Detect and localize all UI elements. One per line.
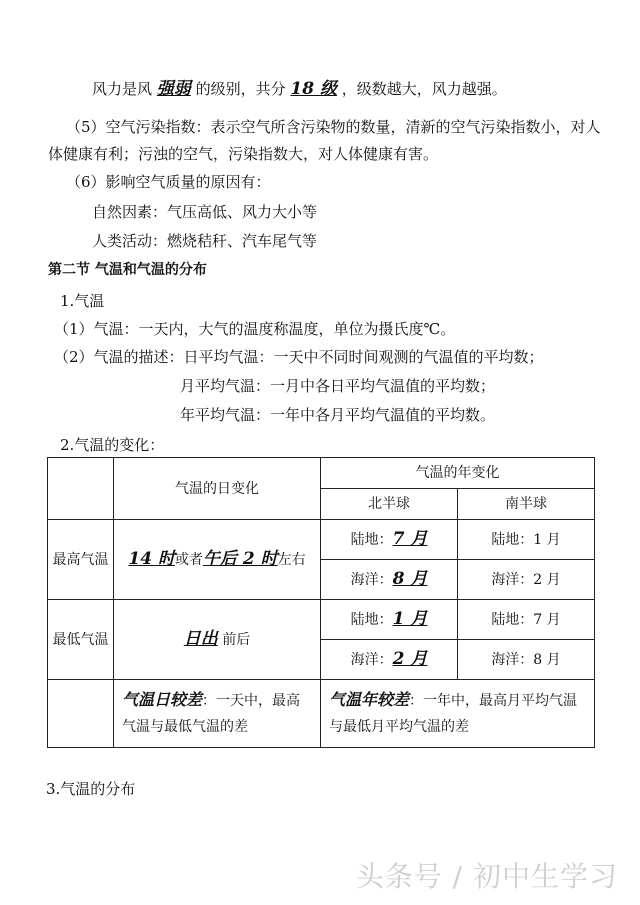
corner-cell <box>48 458 114 520</box>
text: ：一年中，最高月平均气温与最低月平均气温的差 <box>329 693 578 735</box>
natural-factors: 自然因素：气压高低、风力大小等 <box>92 203 318 221</box>
subsection-3: 3.气温的分布 <box>46 780 136 798</box>
term-annual-range: 气温年较差 <box>329 690 410 709</box>
annual-range <box>321 680 595 748</box>
text: 海洋： <box>350 572 393 588</box>
daily-range <box>114 680 321 748</box>
max-south-sea: 海洋：2 月 <box>458 560 595 600</box>
min-north-land <box>321 600 458 640</box>
wind-strength-line <box>92 78 507 100</box>
max-daily <box>114 520 321 600</box>
answer-afternoon: 午后 2 时 <box>202 549 278 569</box>
row-min-label: 最低气温 <box>48 600 114 680</box>
paragraph-6: （6）影响空气质量的原因有： <box>66 173 271 191</box>
text: 陆地： <box>350 532 393 548</box>
answer-14h: 14 时 <box>128 549 175 569</box>
answer-grade-count: 18 级 <box>290 79 337 99</box>
text: 的级别，共分 <box>195 80 286 98</box>
watermark: 头条号 / 初中生学习 <box>355 860 618 893</box>
answer-july: 7 月 <box>392 529 428 549</box>
max-north-sea <box>321 560 458 600</box>
paragraph-5-line2: 体健康有利；污浊的空气，污染指数大，对人体健康有害。 <box>48 145 439 163</box>
header-north: 北半球 <box>321 489 458 520</box>
temperature-change-table <box>47 457 595 748</box>
subsection-1: 1.气温 <box>60 292 105 310</box>
text: ：一天中，最高气温与最低气温的差 <box>122 693 301 735</box>
text: 或者 <box>174 552 203 568</box>
min-north-sea <box>321 640 458 680</box>
term-daily-range: 气温日较差 <box>122 690 203 709</box>
max-north-land <box>321 520 458 560</box>
min-south-land: 陆地：7 月 <box>458 600 595 640</box>
row-max-label: 最高气温 <box>48 520 114 600</box>
min-daily <box>114 600 321 680</box>
header-south: 南半球 <box>458 489 595 520</box>
answer-strength: 强弱 <box>156 79 191 99</box>
text: 左右 <box>277 552 306 568</box>
text: 海洋： <box>350 652 393 668</box>
text: 前后 <box>222 632 251 648</box>
text: ，级数越大，风力越强。 <box>341 80 507 98</box>
header-daily: 气温的日变化 <box>114 458 321 520</box>
text: 陆地： <box>350 612 393 628</box>
min-south-sea: 海洋：8 月 <box>458 640 595 680</box>
range-row-empty <box>48 680 114 748</box>
annual-mean: 年平均气温：一年中各月平均气温值的平均数。 <box>180 406 496 424</box>
human-factors: 人类活动：燃烧秸秆、汽车尾气等 <box>92 232 318 250</box>
temperature-definition: （1）气温：一天内，大气的温度称温度，单位为摄氏度℃。 <box>54 320 456 338</box>
answer-sunrise: 日出 <box>183 629 218 649</box>
answer-january: 1 月 <box>392 609 428 629</box>
text: 风力是风 <box>92 80 153 98</box>
header-annual: 气温的年变化 <box>321 458 595 489</box>
paragraph-5-line1: （5）空气污染指数：表示空气所含污染物的数量，清新的空气污染指数小，对人 <box>66 118 601 136</box>
answer-february: 2 月 <box>392 649 428 669</box>
section-title: 第二节 气温和气温的分布 <box>48 262 207 278</box>
subsection-2: 2.气温的变化： <box>60 436 165 454</box>
monthly-mean: 月平均气温：一月中各日平均气温值的平均数； <box>180 377 496 395</box>
daily-mean: （2）气温的描述：日平均气温：一天中不同时间观测的气温值的平均数； <box>54 348 544 366</box>
answer-august: 8 月 <box>392 569 428 589</box>
max-south-land: 陆地：1 月 <box>458 520 595 560</box>
